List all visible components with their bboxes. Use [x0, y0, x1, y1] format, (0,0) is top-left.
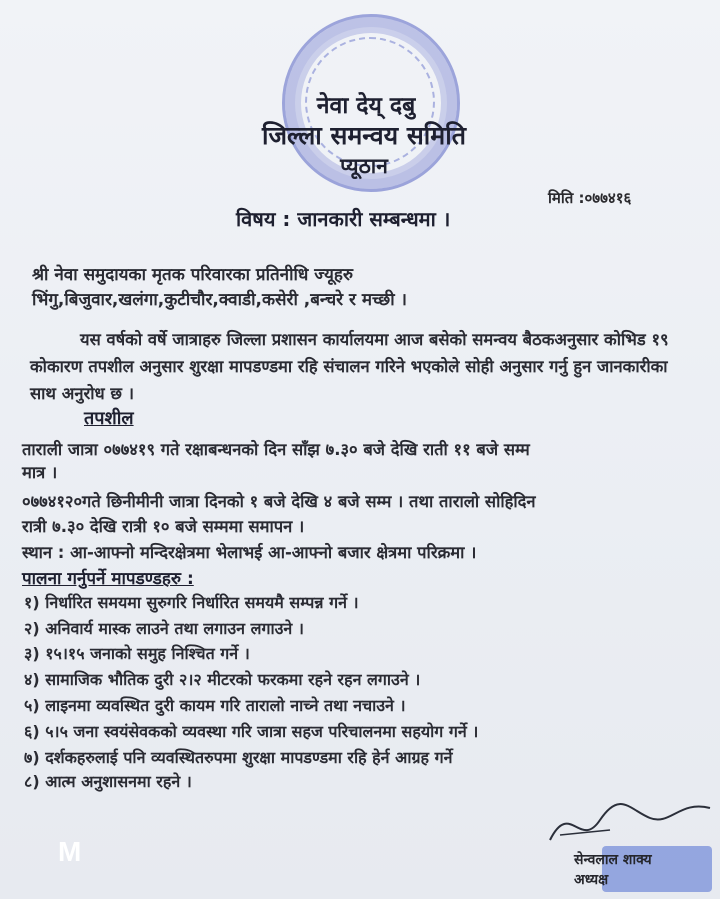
district-name: प्यूठान — [340, 154, 388, 178]
norm-item: ३) १५।१५ जनाको समुह निश्चित गर्ने । — [24, 644, 250, 663]
addressee-line-2: भिंगु,बिजुवार,खलंगा,कुटीचौर,क्वाडी,कसेरी ,बन्चरे र मच्छी । — [32, 290, 407, 310]
watermark-letter: M — [58, 836, 82, 867]
details-title: तपशील — [84, 408, 134, 429]
letter-subject: विषय : जानकारी सम्बन्धमा । — [236, 207, 451, 231]
committee-name: जिल्ला समन्वय समिति — [262, 121, 466, 150]
norm-item: ५) लाइनमा व्यवस्थित दुरी कायम गरि तारालो नाच्ने तथा नचाउने । — [24, 696, 406, 715]
details-line-4: रात्री ७.३० देखि रात्री १० बजे सम्ममा समापन । — [22, 517, 305, 536]
norm-item: ८) आत्म अनुशासनमा रहने । — [24, 772, 192, 791]
org-name: नेवा देय् दबु — [316, 93, 416, 119]
details-line-3: ०७७४१२०गते छिनीमीनी जात्रा दिनको १ बजे देखि ४ बजे सम्म । तथा तारालो सोहिदिन — [22, 492, 536, 511]
signatory-title: अध्यक्ष — [574, 872, 609, 888]
norms-title: पालना गर्नुपर्ने मापडण्डहरु : — [22, 569, 194, 589]
details-line-1: ताराली जात्रा ०७७४१९ गते रक्षाबन्धनको दिन साँझ ७.३० बजे देखि राती ११ बजे सम्म — [22, 440, 530, 459]
details-line-2: मात्र । — [22, 463, 58, 482]
norm-item: ७) दर्शकहरुलाई पनि व्यवस्थितरुपमा शुरक्षा मापडण्डमा रहि हेर्न आग्रह गर्ने — [24, 748, 453, 767]
norm-item: ६) ५।५ जना स्वयंसेवकको व्यवस्था गरि जात्रा सहज परिचालनमा सहयोग गर्ने । — [24, 722, 479, 741]
signatory-name: सेन्वलाल शाक्य — [574, 852, 652, 868]
norm-item: २) अनिवार्य मास्क लाउने तथा लगाउन लगाउने । — [24, 619, 304, 638]
letter-date: मिति :०७७४१६ — [548, 189, 632, 207]
norm-item: ४) सामाजिक भौतिक दुरी २।२ मीटरको फरकमा रहने रहन लगाउने । — [24, 670, 421, 689]
handwritten-signature — [540, 790, 720, 850]
addressee-line-1: श्री नेवा समुदायका मृतक परिवारका प्रतिनीधि ज्यूहरु — [32, 265, 354, 285]
norm-item: १) निर्धारित समयमा सुरुगरि निर्धारित समयमै सम्पन्न गर्ने । — [24, 593, 359, 612]
letter-body: यस वर्षको वर्षे जात्राहरु जिल्ला प्रशासन कार्यालयमा आज बसेको समन्वय बैठकअनुसार कोभिड १९ कोकारण तपशील अनुसार शुरक्षा मापडण्डमा रहि संचालन गरिने भएकोले सोही अनुसार गर्नु हुन जानकारीका साथ अनुरोध छ । — [30, 330, 669, 403]
details-line-5: स्थान : आ-आफ्नो मन्दिरक्षेत्रमा भेलाभई आ-आफ्नो बजार क्षेत्रमा परिक्रमा । — [22, 543, 477, 562]
